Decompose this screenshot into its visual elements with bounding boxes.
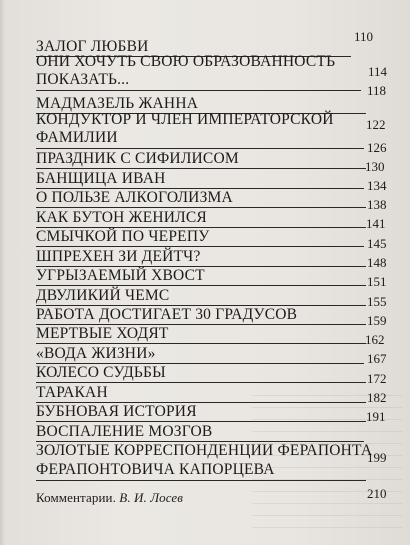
toc-page-number: 167 (367, 351, 387, 366)
toc-entry (36, 306, 297, 324)
toc-page-number: 138 (367, 197, 387, 212)
toc-entry-rule (36, 343, 366, 344)
toc-entry-title: СМЫЧКОЙ ПО ЧЕРЕПУ (36, 228, 210, 245)
toc-page-number: 210 (367, 486, 387, 501)
toc-entry-title: КАК БУТОН ЖЕНИЛСЯ (36, 209, 207, 226)
toc-entry-rule (36, 421, 366, 422)
toc-page-number: 191 (366, 409, 386, 424)
toc-entry-title-line2: ФЕРАПОНТОВИЧА КАПОРЦЕВА (36, 461, 275, 478)
toc-page-number: 145 (367, 236, 387, 251)
toc-entry-title: ЗАЛОГ ЛЮБВИ (36, 38, 149, 55)
toc-entry-rule (36, 382, 366, 383)
toc-entry-title: РАБОТА ДОСТИГАЕТ 30 ГРАДУСОВ (36, 306, 298, 323)
toc-page-number: 199 (367, 450, 387, 465)
toc-page-number: 130 (365, 159, 385, 174)
toc-page-number: 182 (367, 390, 387, 405)
toc-entry (36, 325, 169, 343)
toc-entry-continuation (36, 71, 129, 89)
toc-page-number: 159 (367, 313, 387, 328)
toc-entry-continuation (36, 461, 275, 479)
comments-label: Комментарии. (36, 490, 116, 505)
comments-author: В. И. Лосев (119, 490, 184, 505)
toc-entry-title: ПРАЗДНИК С СИФИЛИСОМ (36, 150, 239, 167)
toc-entry-title: МЕРТВЫЕ ХОДЯТ (36, 325, 169, 342)
toc-entry-title: ОНИ ХОЧУТЬ СВОЮ ОБРАЗОВАННОСТЬ (36, 53, 336, 70)
toc-entry-rule (36, 480, 366, 481)
toc-entry-title: КОЛЕСО СУДЬБЫ (36, 364, 166, 381)
toc-entry-rule (36, 246, 364, 247)
toc-entry (36, 384, 108, 402)
toc-page-number: 148 (367, 255, 387, 270)
toc-entry (36, 403, 197, 421)
toc-page-number: 141 (366, 216, 386, 231)
toc-entry-title: КОНДУКТОР И ЧЛЕН ИМПЕРАТОРСКОЙ (36, 111, 334, 128)
toc-page-number: 122 (366, 117, 386, 132)
toc-entry (36, 189, 233, 207)
toc-entry-title: «ВОДА ЖИЗНИ» (36, 345, 156, 362)
toc-entry (36, 170, 166, 188)
toc-entry-rule (36, 148, 364, 149)
toc-entry (36, 345, 156, 363)
toc-page-number: 134 (367, 178, 387, 193)
toc-entry-title-line2: ФАМИЛИИ (36, 129, 118, 146)
toc-entry (36, 209, 207, 227)
toc-entry-rule (36, 285, 366, 286)
toc-page-number: 110 (354, 29, 374, 44)
toc-comments-entry (36, 489, 183, 507)
toc-entry-title: ТАРАКАН (36, 384, 108, 401)
toc-entry-title: БУБНОВАЯ ИСТОРИЯ (36, 403, 197, 420)
toc-entry-title: БАНЩИЦА ИВАН (36, 170, 166, 187)
toc-entry (36, 364, 166, 382)
toc-entry-continuation (36, 129, 118, 147)
toc-entry-title: ШПРЕХЕН ЗИ ДЕЙТЧ? (36, 248, 201, 265)
toc-page-number: 162 (365, 332, 385, 347)
toc-entry (36, 287, 169, 305)
toc-entry (36, 53, 335, 71)
toc-entry (36, 150, 239, 168)
toc-entry (36, 248, 201, 266)
toc-entry-title: ВОСПАЛЕНИЕ МОЗГОВ (36, 423, 213, 440)
toc-page-number: 155 (367, 294, 387, 309)
toc-entry-title: О ПОЛЬЗЕ АЛКОГОЛИЗМА (36, 189, 233, 206)
toc-entry-rule (36, 168, 366, 169)
toc-entry (36, 423, 212, 441)
toc-page-number: 172 (367, 371, 387, 386)
toc-entry (36, 228, 209, 246)
toc-page-number: 151 (367, 274, 387, 289)
toc-page-number: 118 (367, 83, 387, 98)
toc-entry-title: МАДМАЗЕЛЬ ЖАННА (36, 95, 199, 112)
toc-entry-title: УГРЫЗАЕМЫЙ ХВОСТ (36, 267, 205, 284)
toc-entry (36, 111, 334, 129)
toc-entry-rule (36, 207, 366, 208)
toc-entry-title: ЗОЛОТЫЕ КОРРЕСПОНДЕНЦИИ ФЕРАПОНТА (36, 442, 373, 459)
toc-entry-title: ДВУЛИКИЙ ЧЕМС (36, 287, 170, 304)
toc-page-number: 126 (367, 140, 387, 155)
toc-entry (36, 267, 205, 285)
toc-entry (36, 442, 372, 460)
toc-page-number: 114 (368, 64, 388, 79)
toc-entry-title-line2: ПОКАЗАТЬ... (36, 71, 130, 88)
toc-entry-rule (36, 90, 361, 91)
